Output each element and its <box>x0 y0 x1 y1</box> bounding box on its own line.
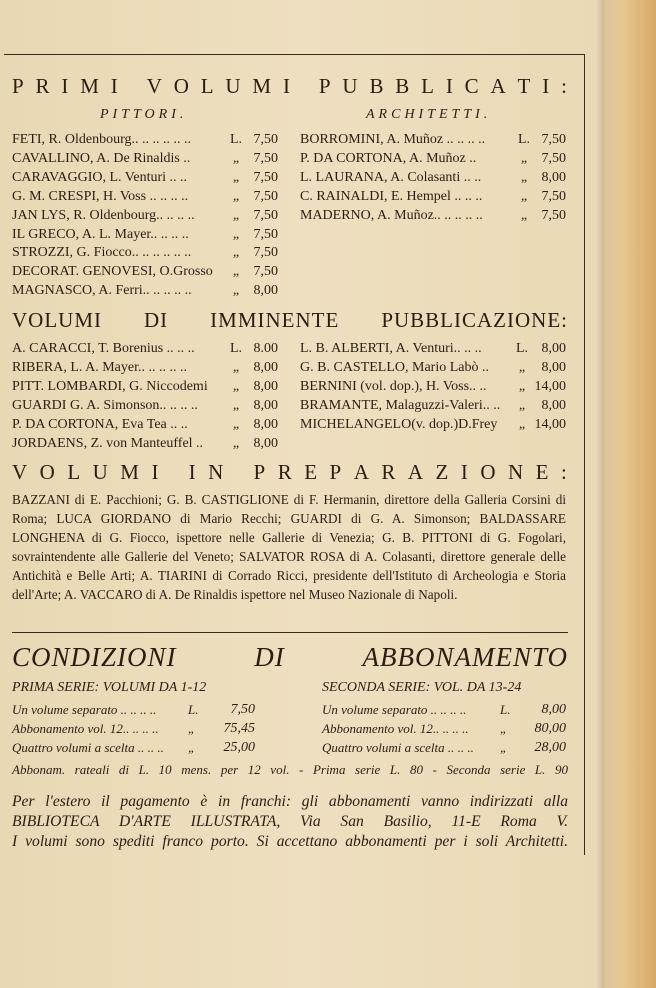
seconda-serie-item-currency: „ <box>500 721 508 736</box>
imminente-item-title: G. B. CASTELLO, Mario Labò .. <box>300 359 489 375</box>
architetti-item-price: 7,50 <box>541 188 566 204</box>
imminente-item-title: L. B. ALBERTI, A. Venturi.. .. .. <box>300 341 482 356</box>
pittori-item-price: 7,50 <box>253 264 278 280</box>
architetti-item-currency: „ <box>520 150 528 166</box>
imminente-item-price: 14,00 <box>534 416 566 432</box>
footer-line-2: BIBLIOTECA D'ARTE ILLUSTRATA, Via San Basilio, 11-E Roma V. <box>12 813 568 830</box>
pittori-item-row <box>12 130 278 149</box>
section-title-condizioni: CONDIZIONI DI ABBONAMENTO <box>12 642 568 672</box>
pittori-item-row <box>12 225 278 244</box>
prima-serie-item-currency: „ <box>188 740 196 755</box>
imminente-item-price: 8,00 <box>253 397 278 413</box>
imminente-item-title: BRAMANTE, Malaguzzi-Valeri.. .. <box>300 397 501 413</box>
footer-line-3: I volumi sono spediti franco porto. Si accettano abbonamenti per i soli Architetti. <box>12 833 568 850</box>
architetti-item-price: 7,50 <box>541 150 566 166</box>
imminente-item-currency: „ <box>232 378 240 394</box>
pittori-item-currency: „ <box>232 169 240 185</box>
pittori-item-row <box>12 262 278 281</box>
architetti-item-currency: „ <box>520 169 528 185</box>
imminente-item-currency: „ <box>518 378 526 394</box>
seconda-serie-item-currency: L. <box>500 702 511 717</box>
imminente-item-title: PITT. LOMBARDI, G. Niccodemi <box>12 378 208 394</box>
pittori-item-title: G. M. CRESPI, H. Voss .. .. .. .. <box>12 188 189 204</box>
imminente-item-price: 8.00 <box>253 341 278 356</box>
imminente-item-title: A. CARACCI, T. Borenius .. .. .. <box>12 341 195 356</box>
pittori-item-price: 7,50 <box>253 132 278 147</box>
architetti-item-title: MADERNO, A. Muñoz.. .. .. .. .. <box>300 207 483 223</box>
imminente-item-price: 14,00 <box>534 378 566 394</box>
pittori-item-title: DECORAT. GENOVESI, O.Grosso <box>12 264 213 280</box>
imminente-item-row <box>300 339 566 358</box>
architetti-item-price: 8,00 <box>541 169 566 185</box>
imminente-item-currency: „ <box>518 416 526 432</box>
pittori-item-price: 7,50 <box>253 226 278 242</box>
pittori-item-row <box>12 168 278 187</box>
pittori-item-row <box>12 187 278 206</box>
pittori-item-price: 7,50 <box>253 150 278 166</box>
imminente-item-currency: „ <box>232 359 240 375</box>
architetti-item-row <box>300 168 566 187</box>
imminente-item-price: 8,00 <box>541 341 566 356</box>
imminente-item-row <box>12 339 278 358</box>
prima-serie-item-price: 75,45 <box>223 721 255 736</box>
imminente-item-title: RIBERA, L. A. Mayer.. .. .. .. .. <box>12 359 187 375</box>
imminente-item-currency: L. <box>516 341 529 356</box>
architetti-item-title: BORROMINI, A. Muñoz .. .. .. .. <box>300 132 486 147</box>
seconda-serie-item-price: 28,00 <box>534 740 566 755</box>
architetti-item-currency: „ <box>520 207 528 223</box>
imminente-item-title: P. DA CORTONA, Eva Tea .. .. <box>12 416 188 432</box>
seconda-serie-item-title: Un volume separato .. .. .. .. <box>322 702 467 717</box>
imminente-item-price: 8,00 <box>253 416 278 432</box>
imminente-item-title: BERNINI (vol. dop.), H. Voss.. .. <box>300 378 487 394</box>
imminente-item-price: 8,00 <box>253 435 278 451</box>
architetti-item-currency: „ <box>520 188 528 204</box>
pittori-item-title: IL GRECO, A. L. Mayer.. .. .. .. <box>12 226 189 242</box>
pittori-item-title: CAVALLINO, A. De Rinaldis .. <box>12 150 191 166</box>
pittori-item-title: FETI, R. Oldenbourg.. .. .. .. .. .. <box>12 132 192 147</box>
architetti-item-row <box>300 130 566 149</box>
pittori-item-price: 7,50 <box>253 207 278 223</box>
pittori-item-title: MAGNASCO, A. Ferri.. .. .. .. .. <box>12 283 192 299</box>
pittori-item-currency: „ <box>232 245 240 261</box>
imminente-item-row <box>12 377 278 396</box>
prima-serie-item-currency: L. <box>188 702 199 717</box>
imminente-item-price: 8,00 <box>541 359 566 375</box>
pittori-item-currency: „ <box>232 283 240 299</box>
pittori-item-currency: „ <box>232 207 240 223</box>
imminente-item-row <box>300 415 566 434</box>
prima-serie-item-row <box>12 719 255 738</box>
architetti-item-row <box>300 149 566 168</box>
imminente-item-row <box>12 396 278 415</box>
pittori-item-row <box>12 281 278 300</box>
preparazione-text: BAZZANI di E. Pacchioni; G. B. CASTIGLIONE di F. Hermanin, direttore della Galleria Corsini di Roma; LUCA GIORDANO di Mario Recchi; GUARDI di G. A. Simonson; BALDASSARE LONGHENA di G. Fiocco, ispettore nelle Gallerie di Venezia; G. B. PITTONI di G. Fogolari, sovraintendente alle Gallerie del Veneto; SALVATOR ROSA di A. Colasanti, direttore generale delle Antichità e Belle Arti; A. TIARINI di Corrado Ricci, presidente dell'Istituto di Archeologia e Storia dell'Arte; A. VACCARO di A. De Rinaldis ispettore nel Museo Nazionale di Napoli. <box>12 492 566 603</box>
prima-serie-item-price: 7,50 <box>230 702 255 717</box>
imminente-item-title: MICHELANGELO(v. dop.)D.Frey <box>300 416 498 432</box>
imminente-item-currency: „ <box>232 416 240 432</box>
page-edge <box>604 0 656 988</box>
imminente-item-row <box>12 415 278 434</box>
seconda-serie-item-row <box>322 719 566 738</box>
architetti-item-title: P. DA CORTONA, A. Muñoz .. <box>300 150 477 166</box>
prima-serie-item-price: 25,00 <box>223 740 255 755</box>
pittori-heading: PITTORI. <box>100 107 188 122</box>
divider <box>12 632 568 633</box>
prima-serie-item-title: Quattro volumi a scelta .. .. .. <box>12 740 164 755</box>
prima-serie-item-title: Un volume separato .. .. .. .. <box>12 702 157 717</box>
pittori-item-row <box>12 149 278 168</box>
architetti-item-title: L. LAURANA, A. Colasanti .. .. <box>300 169 482 185</box>
imminente-item-currency: „ <box>518 397 526 413</box>
seconda-serie-item-title: Quattro volumi a scelta .. .. .. <box>322 740 474 755</box>
prima-serie-item-currency: „ <box>188 721 196 736</box>
prima-serie-item-title: Abbonamento vol. 12.. .. .. .. <box>12 721 159 736</box>
pittori-item-row <box>12 243 278 262</box>
imminente-item-title: JORDAENS, Z. von Manteuffel .. <box>12 435 204 451</box>
imminente-item-row <box>300 396 566 415</box>
imminente-item-currency: L. <box>230 341 243 356</box>
imminente-item-row <box>300 377 566 396</box>
architetti-item-title: C. RAINALDI, E. Hempel .. .. .. <box>300 188 483 204</box>
pittori-item-currency: „ <box>232 188 240 204</box>
imminente-item-title: GUARDI G. A. Simonson.. .. .. .. <box>12 397 198 413</box>
architetti-heading: ARCHITETTI. <box>366 107 492 122</box>
pittori-item-price: 7,50 <box>253 245 278 261</box>
pittori-item-currency: „ <box>232 150 240 166</box>
pittori-item-row <box>12 206 278 225</box>
seconda-serie-item-title: Abbonamento vol. 12.. .. .. .. <box>322 721 469 736</box>
prima-serie-heading: PRIMA SERIE: VOLUMI DA 1-12 <box>12 680 207 695</box>
prima-serie-item-row <box>12 700 255 719</box>
pittori-item-currency: „ <box>232 226 240 242</box>
edge-shadow <box>596 0 604 988</box>
architetti-item-row <box>300 206 566 225</box>
imminente-item-currency: „ <box>232 435 240 451</box>
architetti-item-row <box>300 187 566 206</box>
pittori-item-title: STROZZI, G. Fiocco.. .. .. .. .. .. <box>12 245 192 261</box>
seconda-serie-item-price: 80,00 <box>534 721 566 736</box>
pittori-item-title: CARAVAGGIO, L. Venturi .. .. <box>12 169 188 185</box>
imminente-item-row <box>12 358 278 377</box>
imminente-item-price: 8,00 <box>253 378 278 394</box>
pittori-item-price: 7,50 <box>253 169 278 185</box>
architetti-item-price: 7,50 <box>541 132 566 147</box>
imminente-item-currency: „ <box>518 359 526 375</box>
footer-line-1: Per l'estero il pagamento è in franchi: gli abbonamenti vanno indirizzati alla <box>12 793 568 810</box>
rateali-line: Abbonam. rateali di L. 10 mens. per 12 vol. - Prima serie L. 80 - Seconda serie L. 90 <box>12 762 568 777</box>
seconda-serie-item-currency: „ <box>500 740 508 755</box>
section-title-preparazione: V O L U M I I N P R E P A R A Z I O N E : <box>12 460 568 484</box>
pittori-item-title: JAN LYS, R. Oldenbourg.. .. .. .. <box>12 207 195 223</box>
seconda-serie-heading: SECONDA SERIE: VOL. DA 13-24 <box>322 680 522 695</box>
seconda-serie-item-row <box>322 738 566 757</box>
pittori-item-currency: L. <box>230 132 243 147</box>
imminente-item-currency: „ <box>232 397 240 413</box>
imminente-item-row <box>12 434 278 453</box>
section-title-primi: P R I M I V O L U M I P U B B L I C A T I : <box>12 74 568 98</box>
section-title-imminente: VOLUMI DI IMMINENTE PUBBLICAZIONE: <box>12 308 568 332</box>
pittori-item-price: 8,00 <box>253 283 278 299</box>
imminente-item-price: 8,00 <box>541 397 566 413</box>
imminente-item-price: 8,00 <box>253 359 278 375</box>
prima-serie-item-row <box>12 738 255 757</box>
pittori-item-price: 7,50 <box>253 188 278 204</box>
seconda-serie-item-row <box>322 700 566 719</box>
pittori-item-currency: „ <box>232 264 240 280</box>
architetti-item-price: 7,50 <box>541 207 566 223</box>
architetti-item-currency: L. <box>518 132 531 147</box>
imminente-item-row <box>300 358 566 377</box>
seconda-serie-item-price: 8,00 <box>541 702 566 717</box>
